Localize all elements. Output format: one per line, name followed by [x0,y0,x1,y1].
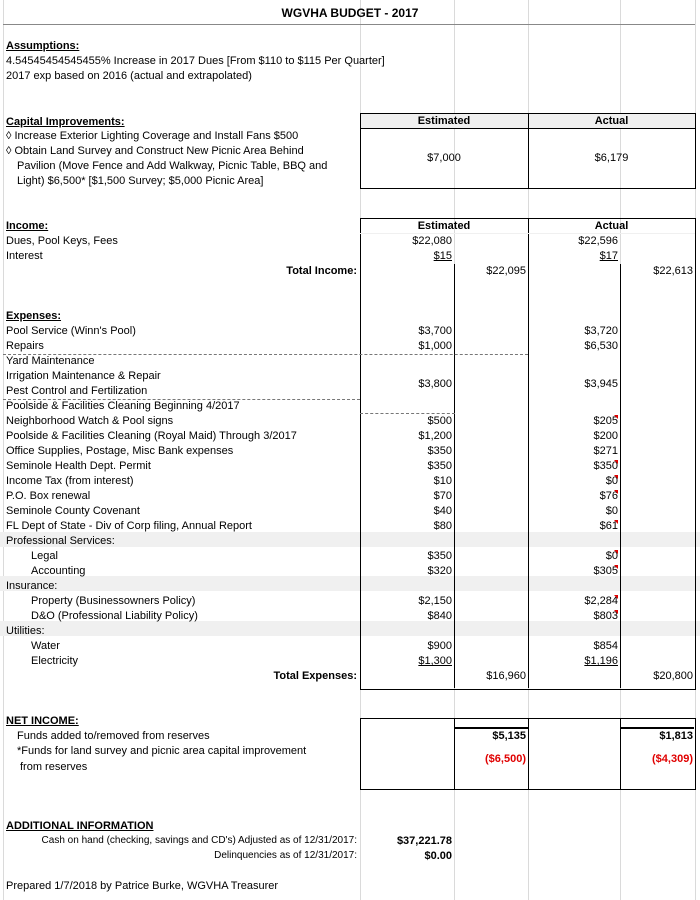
expense-row-estimated: $500 [427,415,452,427]
expense-row-actual: $350 [593,460,618,472]
expense-row-label: Repairs [6,340,44,352]
expense-row-label: Electricity [31,655,79,667]
capital-actual-header: Actual [594,115,629,127]
capital-line: Light) $6,500* [$1,500 Survey; $5,000 Picnic Area] [17,175,264,187]
capital-estimated-value: $7,000 [427,152,461,164]
expense-row-label: Irrigation Maintenance & Repair [6,370,161,382]
capital-actual-value: $6,179 [594,152,629,164]
comment-marker [614,520,618,524]
comment-marker [614,550,618,554]
combined-estimated: $3,800 [418,378,452,390]
expense-row-label: Property (Businessowners Policy) [31,595,196,607]
expense-row-label: FL Dept of State - Div of Corp filing, Annual Report [6,520,252,532]
expense-row-actual: $6,530 [584,340,618,352]
expense-row-actual: $2,284 [584,595,618,607]
expense-row-label: Poolside & Facilities Cleaning Beginning 4/2017 [6,400,240,412]
comment-marker [614,460,618,464]
expense-row-estimated: $350 [427,460,452,472]
expense-row-label: Pest Control and Fertilization [6,385,148,397]
capital-estimated-header: Estimated [417,115,471,127]
funds-actual: $1,813 [659,730,693,742]
title-underline [3,24,695,25]
expense-category-label: Insurance: [6,580,58,592]
expense-row-actual: $76 [599,490,618,502]
expense-row-label: Neighborhood Watch & Pool signs [6,415,174,427]
total-expenses-label: Total Expenses: [273,670,357,682]
expense-row-label: Yard Maintenance [6,355,95,367]
survey-estimated: ($6,500) [485,753,526,765]
page-title: WGVHA BUDGET - 2017 [281,6,419,20]
comment-marker [614,475,618,479]
combined-actual: $3,945 [584,378,618,390]
expense-row-actual: $271 [593,445,618,457]
expense-row-actual: $305 [593,565,618,577]
expense-row-label: Legal [31,550,58,562]
expense-row-actual: $0 [605,505,618,517]
expense-row-estimated: $70 [433,490,452,502]
expense-row-estimated: $350 [427,550,452,562]
expense-row-estimated: $3,700 [418,325,452,337]
expense-row-label: Pool Service (Winn's Pool) [6,325,136,337]
capital-line: Pavilion (Move Fence and Add Walkway, Picnic Table, BBQ and [17,160,328,172]
total-expenses-actual: $20,800 [653,670,693,682]
expense-row-label: Water [31,640,60,652]
expense-row-estimated: $2,150 [418,595,452,607]
expenses-heading: Expenses: [6,310,62,322]
comment-marker [614,565,618,569]
comment-marker [614,610,618,614]
column-divider [454,264,455,688]
net-income-heading: NET INCOME: [6,715,79,727]
expense-row-estimated: $840 [427,610,452,622]
expense-row-label: D&O (Professional Liability Policy) [31,610,198,622]
comment-marker [614,490,618,494]
expense-row-label: Office Supplies, Postage, Misc Bank expenses [6,445,234,457]
expense-row-actual: $803 [593,610,618,622]
expense-row-actual: $0 [605,475,618,487]
total-expenses-estimated: $16,960 [486,670,526,682]
income-row-label: Interest [6,250,43,262]
expense-row-label: Income Tax (from interest) [6,475,134,487]
expense-row-actual: $3,720 [584,325,618,337]
expense-row-actual: $200 [593,430,618,442]
total-income-actual: $22,613 [653,265,693,277]
expense-row-label: Seminole County Covenant [6,505,140,517]
income-estimated-header: Estimated [417,220,471,232]
column-divider [528,718,529,789]
delinquencies-label: Delinquencies as of 12/31/2017: [214,850,357,861]
expense-row-actual: $205 [593,415,618,427]
expense-row-estimated: $40 [433,505,452,517]
income-row-actual: $22,596 [578,235,618,247]
additional-heading: ADDITIONAL INFORMATION [6,820,154,832]
expense-row-actual: $1,196 [584,655,618,667]
capital-line: ◊ Increase Exterior Lighting Coverage and Install Fans $500 [6,130,299,142]
expense-row-estimated: $10 [433,475,452,487]
expense-row-label: P.O. Box renewal [6,490,91,502]
survey-label: *Funds for land survey and picnic area capital improvement [17,745,307,757]
expense-row-estimated: $1,200 [418,430,452,442]
income-row-estimated: $15 [433,250,452,262]
survey-label: from reserves [20,761,88,773]
footer-note: Prepared 1/7/2018 by Patrice Burke, WGVHA Treasurer [6,880,279,892]
expense-row-estimated: $1,000 [418,340,452,352]
funds-estimated: $5,135 [492,730,526,742]
capital-line: ◊ Obtain Land Survey and Construct New Picnic Area Behind [6,145,304,157]
income-row-label: Dues, Pool Keys, Fees [6,235,118,247]
expense-row-label: Poolside & Facilities Cleaning (Royal Maid) Through 3/2017 [6,430,297,442]
expense-row-estimated: $320 [427,565,452,577]
delinquencies-value: $0.00 [424,850,452,862]
income-heading: Income: [6,220,49,232]
capital-heading: Capital Improvements: [6,116,125,128]
expense-row-label: Seminole Health Dept. Permit [6,460,151,472]
expense-row-estimated: $900 [427,640,452,652]
income-row-estimated: $22,080 [412,235,452,247]
income-actual-header: Actual [594,220,629,232]
total-income-label: Total Income: [286,265,357,277]
expense-category-label: Utilities: [6,625,45,637]
income-row-actual: $17 [599,250,618,262]
expense-row-estimated: $1,300 [418,655,452,667]
comment-marker [614,595,618,599]
assumptions-heading: Assumptions: [6,40,80,52]
expense-row-estimated: $350 [427,445,452,457]
expense-row-label: Accounting [31,565,86,577]
assumption-line: 2017 exp based on 2016 (actual and extrapolated) [6,70,252,82]
cash-label: Cash on hand (checking, savings and CD's) Adjusted as of 12/31/2017: [41,835,357,846]
expense-row-estimated: $80 [433,520,452,532]
column-divider [620,264,621,688]
funds-label: Funds added to/removed from reserves [17,730,210,742]
expense-row-actual: $61 [599,520,618,532]
total-income-estimated: $22,095 [486,265,526,277]
cash-value: $37,221.78 [396,835,452,847]
grid-line [3,0,4,900]
assumption-line: 4.54545454545455% Increase in 2017 Dues [From $110 to $115 Per Quarter] [6,55,385,67]
expense-row-actual: $854 [593,640,618,652]
expense-category-label: Professional Services: [6,535,115,547]
expense-row-actual: $0 [605,550,618,562]
survey-actual: ($4,309) [652,753,693,765]
comment-marker [614,415,618,419]
